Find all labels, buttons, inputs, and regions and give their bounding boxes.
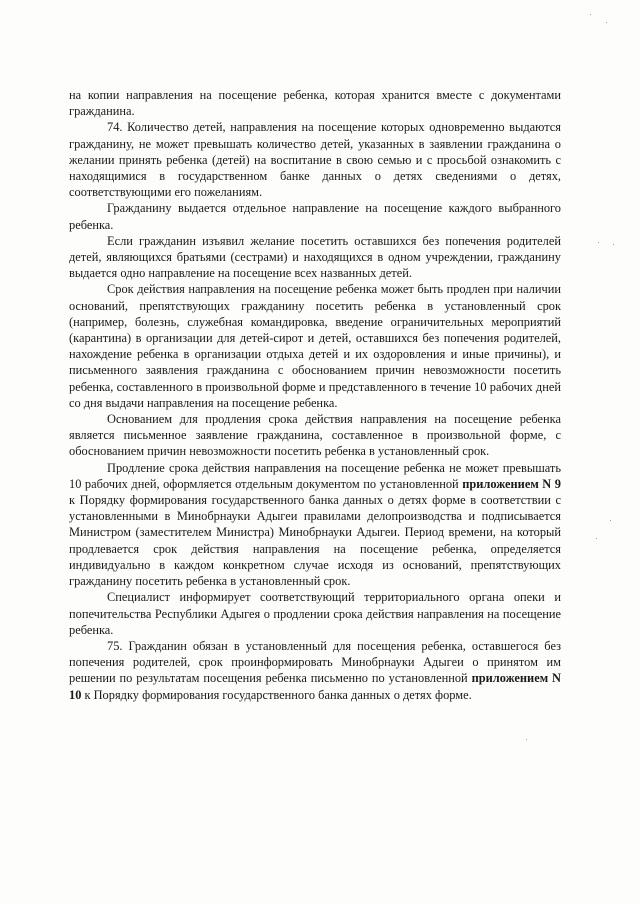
paragraph-item-74: 74. Количество детей, направления на посещение которых одновременно выдаются гражданину, не может превышать количество детей, указанных в заявлении гражданина о желании принять ребенка (детей) на воспитание в свою семью и с просьбой ознакомить с находящимися в государственном банке данных о детях сведениями о детях, соответствующими его пожеланиям.	[69, 120, 561, 200]
scan-speck	[613, 244, 614, 245]
paragraph-siblings: Если гражданин изъявил желание посетить оставшихся без попечения родителей детей, являющихся братьями (сестрами) и находящихся в одном учреждении, гражданину выдается одно направление на посещение всех названных детей.	[69, 233, 561, 281]
paragraph-specialist-informs: Специалист информирует соответствующий территориального органа опеки и попечительства Республики Адыгея о продлении срока действия направления на посещение ребенка.	[69, 590, 561, 637]
appendix-10-reference: приложением N 10	[69, 671, 562, 702]
scan-speck	[610, 520, 611, 521]
text-segment: 75. Гражданин обязан в установленный для посещения ребенка, оставшегося без попечения родителей, срок проинформировать Минобрнауки Адыгеи о принятом им решении по результатам посещения ребенка письменно по установленной	[69, 638, 561, 686]
appendix-9-reference: приложением N 9	[462, 476, 561, 491]
text-segment: к Порядку формирования государственного банка данных о детях форме в соответствии с установленными в Минобрнауки Адыгеи правилами делопроизводства и подписывается Министром (заместителем Министра) Минобрнауки Адыгеи. Период времени, на который продлевается срок действия направления на посещение ребенка, определяется индивидуально в каждом конкретном случае исходя из оснований, препятствующих гражданину посетить ребенка в установленный срок.	[69, 493, 561, 589]
scan-speck	[598, 242, 599, 243]
text-segment: Продление срока действия направления на посещение ребенка не может превышать 10 рабочих дней, оформляется отдельным документом по установленной	[69, 460, 561, 491]
paragraph-item-75	[69, 638, 561, 703]
text-segment: к Порядку формирования государственного банка данных о детях форме.	[81, 687, 472, 702]
scan-speck	[526, 739, 527, 740]
scan-speck	[606, 22, 607, 23]
paragraph-separate-direction: Гражданину выдается отдельное направление на посещение каждого выбранного ребенка.	[69, 201, 561, 232]
document-body	[69, 87, 561, 703]
paragraph-extension-basis: Основанием для продления срока действия направления на посещение ребенка является письменное заявление гражданина, составленное в произвольной форме, с обоснованием причин невозможности посетить ребенка в установленный срок.	[69, 412, 561, 459]
scan-speck	[590, 14, 591, 15]
paragraph-extension-term	[69, 460, 561, 590]
paragraph-extension-grounds: Срок действия направления на посещение ребенка может быть продлен при наличии оснований, препятствующих гражданину посетить ребенка в установленный срок (например, болезнь, служебная командировка, введение ограничительных мероприятий (карантина) в организации для детей-сирот и детей, оставшихся без попечения родителей, нахождение ребенка в организации отдыха детей и их оздоровления и иные причины), и письменного заявления гражданина с обоснованием причин невозможности посетить ребенка, составленного в произвольной форме и представленного в течение 10 рабочих дней со дня выдачи направления на посещение ребенка.	[69, 282, 561, 410]
paragraph-continuation: на копии направления на посещение ребенка, которая хранится вместе с документами гражданина.	[69, 88, 561, 119]
scan-speck	[596, 538, 597, 539]
